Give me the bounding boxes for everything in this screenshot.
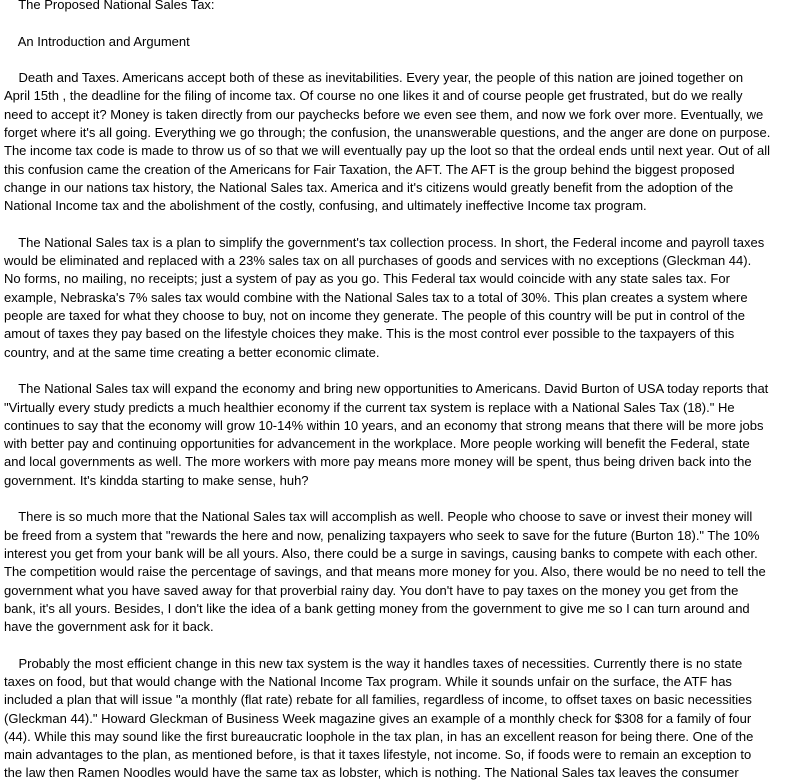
text-line: "Virtually every study predicts a much healthier economy if the current tax system is replace with a National Sales Tax (18)." He <box>4 399 735 415</box>
spacer <box>4 14 798 32</box>
text-line: continues to say that the economy will grow 10-14% within 10 years, and an economy that strong means that there will be more jobs <box>4 417 764 433</box>
essay-title: The Proposed National Sales Tax: <box>4 0 215 12</box>
spacer <box>4 216 798 234</box>
text-line: April 15th , the deadline for the filing of income tax. Of course no one likes it and of course people get frustrated, but do we really <box>4 88 743 104</box>
essay-document <box>4 0 798 783</box>
paragraph-2 <box>4 234 798 362</box>
text-line: There is so much more that the National Sales tax will accomplish as well. People who choose to save or invest their money will <box>4 509 753 525</box>
text-line: included a plan that will issue "a monthly (flat rate) rebate for all families, regardless of income, to offset taxes on basic necessities <box>4 692 752 708</box>
text-line: example, Nebraska's 7% sales tax would combine with the National Sales tax to a total of 30%. This plan creates a system where <box>4 289 748 305</box>
spacer <box>4 51 798 69</box>
text-line: and local governments as well. The more workers with more pay means more money will be spent, thus being driven back into the <box>4 454 752 470</box>
paragraph-3 <box>4 380 798 490</box>
spacer <box>4 636 798 654</box>
text-line: people are taxed for what they choose to buy, not on income they generate. The people of this country will be put in control of the <box>4 308 745 324</box>
text-line: (Gleckman 44)." Howard Gleckman of Business Week magazine gives an example of a monthly check for $308 for a family of four <box>4 710 752 726</box>
text-line: with better pay and continuing opportunities for advancement in the workplace. More people working will benefit the Federal, state <box>4 436 750 452</box>
text-line: taxes on food, but that would change with the National Income Tax program. While it sounds unfair on the surface, the ATF has <box>4 673 732 689</box>
spacer <box>4 362 798 380</box>
text-line: have the government ask for it back. <box>4 619 214 635</box>
paragraph-1 <box>4 69 798 215</box>
text-line: would be eliminated and replaced with a 23% sales tax on all purchases of goods and services with no exceptions (Gleckman 44). <box>4 253 752 269</box>
text-line: interest you get from your bank will be all yours. Also, there could be a surge in savings, causing banks to compete with each other. <box>4 545 758 561</box>
text-line: this confusion came the creation of the Americans for Fair Taxation, the AFT. The AFT is the group behind the biggest proposed <box>4 161 735 177</box>
text-line: government. It's kindda starting to make sense, huh? <box>4 472 309 488</box>
text-line: The National Sales tax will expand the economy and bring new opportunities to Americans. David Burton of USA today reports that <box>4 381 769 397</box>
text-line: main advantages to the plan, as mentioned before, is that it taxes lifestyle, not income. So, if foods were to remain an exception to <box>4 747 752 763</box>
text-line: amout of taxes they pay based on the lifestyle choices they make. This is the most control ever possible to the taxpayers of this <box>4 326 735 342</box>
spacer <box>4 490 798 508</box>
paragraph-5 <box>4 655 798 783</box>
text-line: Death and Taxes. Americans accept both of these as inevitabilities. Every year, the people of this nation are joined together on <box>4 70 744 86</box>
text-line: bank, it's all yours. Besides, I don't like the idea of a bank getting money from the government to give me so I can turn around and <box>4 600 750 616</box>
text-line: need to accept it? Money is taken directly from our paychecks before we even see them, and now we fork over more. Eventually, we <box>4 106 764 122</box>
text-line: No forms, no mailing, no receipts; just a system of pay as you go. This Federal tax would coincide with any state sales tax. For <box>4 271 730 287</box>
text-line: be freed from a system that "rewards the here and now, penalizing taxpayers who seek to save for the future (Burton 18)." The 10% <box>4 527 760 543</box>
essay-subtitle: An Introduction and Argument <box>4 33 190 49</box>
text-line: change in our nations tax history, the National Sales tax. America and it's citizens would greatly benefit from the adoption of the <box>4 179 734 195</box>
paragraph-4 <box>4 508 798 636</box>
text-line: forget where it's all going. Everything we go through; the confusion, the unanswerable questions, and the anger are done on purpose. <box>4 125 771 141</box>
text-line: (44). While this may sound like the first bureaucratic loophole in the tax plan, in has an excellent reason for being there. One of the <box>4 728 754 744</box>
text-line: country, and at the same time creating a better economic climate. <box>4 344 380 360</box>
text-line: The competition would raise the percentage of savings, and that means more money for you. Also, there would be no need to tell the <box>4 564 766 580</box>
text-line: National Income tax and the abolishment of the costly, confusing, and ultimately ineffective Income tax program. <box>4 198 647 214</box>
text-line: Probably the most efficient change in this new tax system is the way it handles taxes of necessities. Currently there is no state <box>4 655 743 671</box>
text-line: The National Sales tax is a plan to simplify the government's tax collection process. In short, the Federal income and payroll taxes <box>4 234 765 250</box>
text-line: the law then Ramen Noodles would have the same tax as lobster, which is nothing. The National Sales tax leaves the consumer <box>4 765 739 781</box>
text-line: The income tax code is made to throw us of so that we will eventually pay up the loot so that the ordeal ends until next year. Out of all <box>4 143 770 159</box>
text-line: government what you have saved away for that proverbial rainy day. You don't have to pay taxes on the money you get from the <box>4 582 739 598</box>
